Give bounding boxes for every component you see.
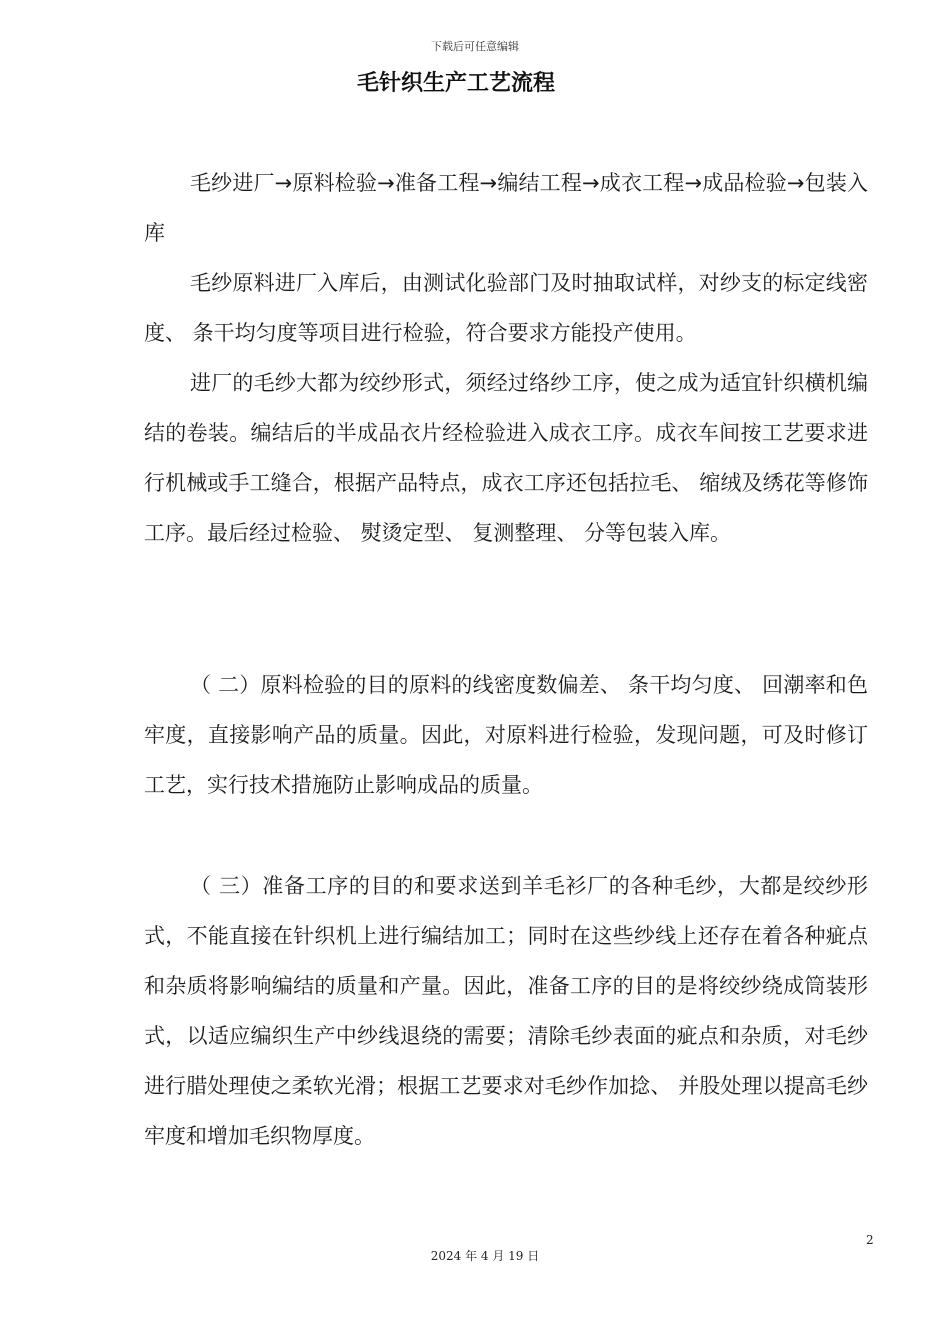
paragraph-production-overview: 进厂的毛纱大都为绞纱形式，须经过络纱工序，使之成为适宜针织横机编结的卷装。编结后的半成品衣片经检验进入成衣工序。成衣车间按工艺要求进行机械或手工缝合，根据产品特点，成衣工序还包括拉毛、 缩绒及绣花等修饰工序。最后经过检验、 熨烫定型、 复测整理、 分等包装入库。: [144, 371, 868, 545]
footer-date: 2024 年 4 月 19 日: [430, 1249, 540, 1263]
header-note: 下载后可任意编辑: [431, 40, 519, 53]
paragraph-preparation-process: （ 三）准备工序的目的和要求送到羊毛衫厂的各种毛纱，大都是绞纱形式，不能直接在针织机上进行编结加工；同时在这些纱线上还存在着各种疵点和杂质将影响编结的质量和产量。因此，准备工序的目的是将绞纱绕成筒装形式，以适应编织生产中纱线退绕的需要；清除毛纱表面的疵点和杂质，对毛纱进行腊处理使之柔软光滑；根据工艺要求对毛纱作加捻、 并股处理以提高毛纱牢度和增加毛织物厚度。: [144, 874, 868, 1148]
paragraph-material-intake: 毛纱原料进厂入库后，由测试化验部门及时抽取试样，对纱支的标定线密度、 条干均匀度等项目进行检验，符合要求方能投产使用。: [144, 271, 868, 345]
document-title: 毛针织生产工艺流程: [356, 71, 555, 96]
page-number: 2: [866, 1233, 874, 1247]
paragraph-material-inspection: （ 二）原料检验的目的原料的线密度数偏差、 条干均匀度、 回潮率和色牢度，直接影响产品的质量。因此，对原料进行检验，发现问题，可及时修订工艺，实行技术措施防止影响成品的质量。: [144, 673, 868, 797]
paragraph-process-flow: 毛纱进厂→原料检验→准备工程→编结工程→成衣工程→成品检验→包装入库: [144, 171, 868, 245]
